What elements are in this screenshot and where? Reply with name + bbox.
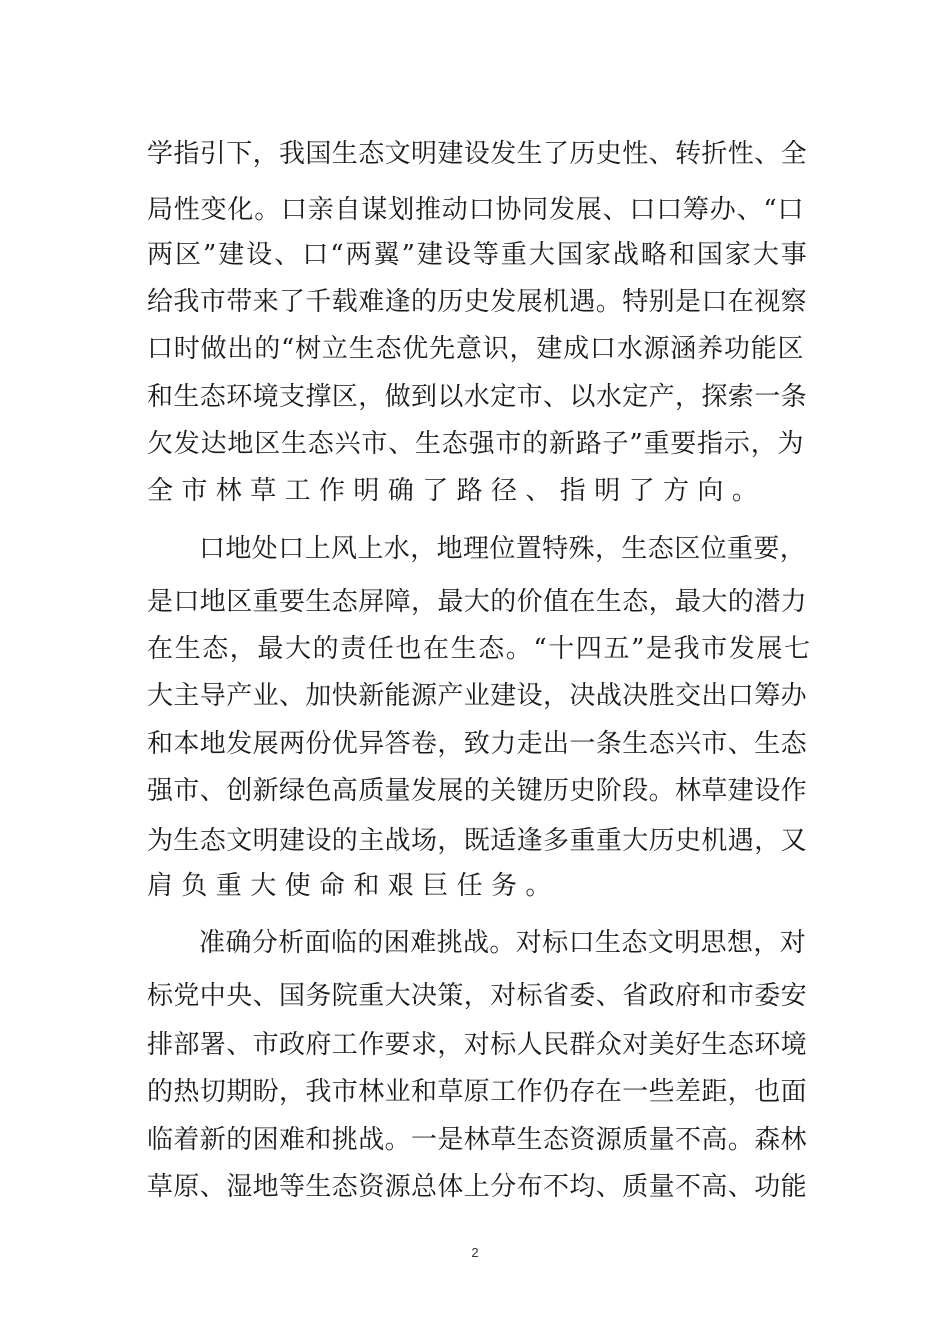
body-text-line: 在生态，最大的责任也在生态。“十四五”是我市发展七 [147,634,812,664]
body-text-line: 大主导产业、加快新能源产业建设，决战决胜交出口筹办 [147,681,808,711]
body-text-line: 和本地发展两份优异答卷，致力走出一条生态兴市、生态 [147,729,808,759]
body-text-line: 两区”建设、口“两翼”建设等重大国家战略和国家大事 [147,240,809,270]
body-text-line: 的热切期盼，我市林业和草原工作仍存在一些差距，也面 [147,1077,808,1107]
body-text-line: 肩负重大使命和艰巨任务。 [147,871,560,901]
body-text-line: 局性变化。口亲自谋划推动口协同发展、口口筹办、“口 [147,195,805,225]
body-text-line: 临着新的困难和挑战。一是林草生态资源质量不高。森林 [147,1125,808,1155]
body-text-line: 口时做出的“树立生态优先意识，建成口水源涵养功能区 [147,334,805,364]
body-text-line: 排部署、市政府工作要求，对标人民群众对美好生态环境 [147,1030,808,1060]
body-text-line: 为生态文明建设的主战场，既适逢多重重大历史机遇，又 [147,826,808,856]
body-text-line: 学指引下，我国生态文明建设发生了历史性、转折性、全 [147,139,808,169]
body-text-line: 标党中央、国务院重大决策，对标省委、省政府和市委安 [147,981,808,1011]
body-text-line: 欠发达地区生态兴市、生态强市的新路子”重要指示，为 [147,429,805,459]
paragraph-first-line: 口地处口上风上水，地理位置特殊，生态区位重要， [199,534,807,564]
body-text-line: 全市林草工作明确了路径、指明了方向。 [147,476,767,506]
body-text-line: 给我市带来了千载难逢的历史发展机遇。特别是口在视察 [147,287,808,317]
body-text-line: 和生态环境支撑区，做到以水定市、以水定产，探索一条 [147,382,808,412]
body-text-line: 草原、湿地等生态资源总体上分布不均、质量不高、功能 [147,1172,808,1202]
page-number: 2 [471,1245,479,1260]
body-text-line: 强市、创新绿色高质量发展的关键历史阶段。林草建设作 [147,776,808,806]
paragraph-first-line: 准确分析面临的困难挑战。对标口生态文明思想，对 [199,928,807,958]
body-text-line: 是口地区重要生态屏障，最大的价值在生态，最大的潜力 [147,587,808,617]
